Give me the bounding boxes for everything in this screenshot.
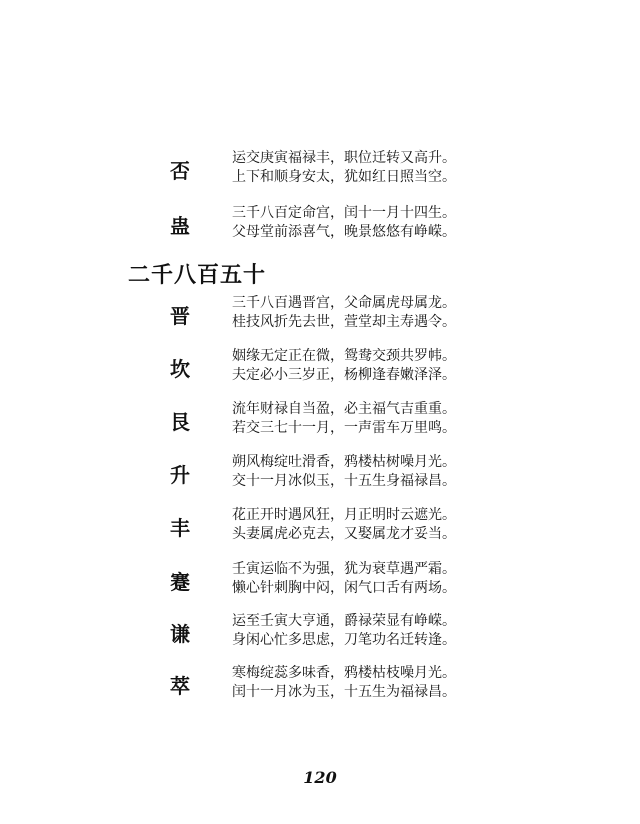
entry-8 bbox=[0, 609, 640, 655]
entry-0 bbox=[0, 146, 640, 192]
hexagram-name: 萃 bbox=[170, 673, 190, 698]
verse-line-2: 父母堂前添喜气，晚景悠悠有峥嵘。 bbox=[232, 224, 456, 240]
verse-line-1: 运至壬寅大亨通，爵禄荣显有峥嵘。 bbox=[232, 613, 456, 629]
hexagram-name: 丰 bbox=[170, 515, 190, 540]
entry-5 bbox=[0, 450, 640, 496]
verse-line-2: 桂技风折先去世，萱堂却主寿遇令。 bbox=[232, 314, 456, 330]
section-heading: 二千八百五十 bbox=[128, 262, 267, 288]
page-number: 120 bbox=[303, 768, 337, 787]
verse-line-1: 运交庚寅福禄丰，职位迁转又高升。 bbox=[232, 150, 456, 166]
hexagram-name: 坎 bbox=[170, 356, 190, 381]
entry-9 bbox=[0, 661, 640, 707]
verse-line-2: 若交三七十一月，一声雷车万里鸣。 bbox=[232, 420, 456, 436]
hexagram-name: 蹇 bbox=[170, 569, 190, 594]
verse-line-2: 懒心针刺胸中闷，闲气口舌有两场。 bbox=[232, 580, 456, 596]
hexagram-name: 升 bbox=[170, 462, 190, 487]
hexagram-name: 晋 bbox=[170, 303, 190, 328]
verse-line-1: 花正开时遇风狂，月正明时云遮光。 bbox=[232, 507, 456, 523]
entry-3 bbox=[0, 344, 640, 390]
entry-4 bbox=[0, 397, 640, 443]
hexagram-name: 蛊 bbox=[170, 213, 190, 238]
entry-1 bbox=[0, 201, 640, 247]
verse-line-1: 朔风梅绽吐滑香，鸦楼枯树噪月光。 bbox=[232, 454, 456, 470]
verse-line-2: 上下和顺身安太，犹如红日照当空。 bbox=[232, 169, 456, 185]
verse-line-2: 身闲心忙多思虑，刀笔功名迁转逢。 bbox=[232, 632, 456, 648]
entry-6 bbox=[0, 503, 640, 549]
verse-line-2: 头妻属虎必克去，又娶属龙才妥当。 bbox=[232, 526, 456, 542]
entry-7 bbox=[0, 557, 640, 603]
verse-line-1: 三千八百定命宫，闰十一月十四生。 bbox=[232, 205, 456, 221]
verse-line-1: 壬寅运临不为强，犹为衰草遇严霜。 bbox=[232, 561, 456, 577]
verse-line-1: 寒梅绽蕊多味香，鸦楼枯枝噪月光。 bbox=[232, 665, 456, 681]
verse-line-2: 闰十一月冰为玉，十五生为福禄昌。 bbox=[232, 684, 456, 700]
verse-line-1: 三千八百遇晋宫，父命属虎母属龙。 bbox=[232, 295, 456, 311]
verse-line-2: 交十一月冰似玉，十五生身福禄昌。 bbox=[232, 473, 456, 489]
entry-2 bbox=[0, 291, 640, 337]
verse-line-2: 夫定必小三岁正，杨柳逢春嫩泽泽。 bbox=[232, 367, 456, 383]
hexagram-name: 否 bbox=[170, 158, 190, 183]
hexagram-name: 谦 bbox=[170, 621, 190, 646]
verse-line-1: 流年财禄自当盈，必主福气吉重重。 bbox=[232, 401, 456, 417]
hexagram-name: 艮 bbox=[170, 409, 190, 434]
verse-line-1: 姻缘无定正在微，鸳鸯交颈共罗帏。 bbox=[232, 348, 456, 364]
